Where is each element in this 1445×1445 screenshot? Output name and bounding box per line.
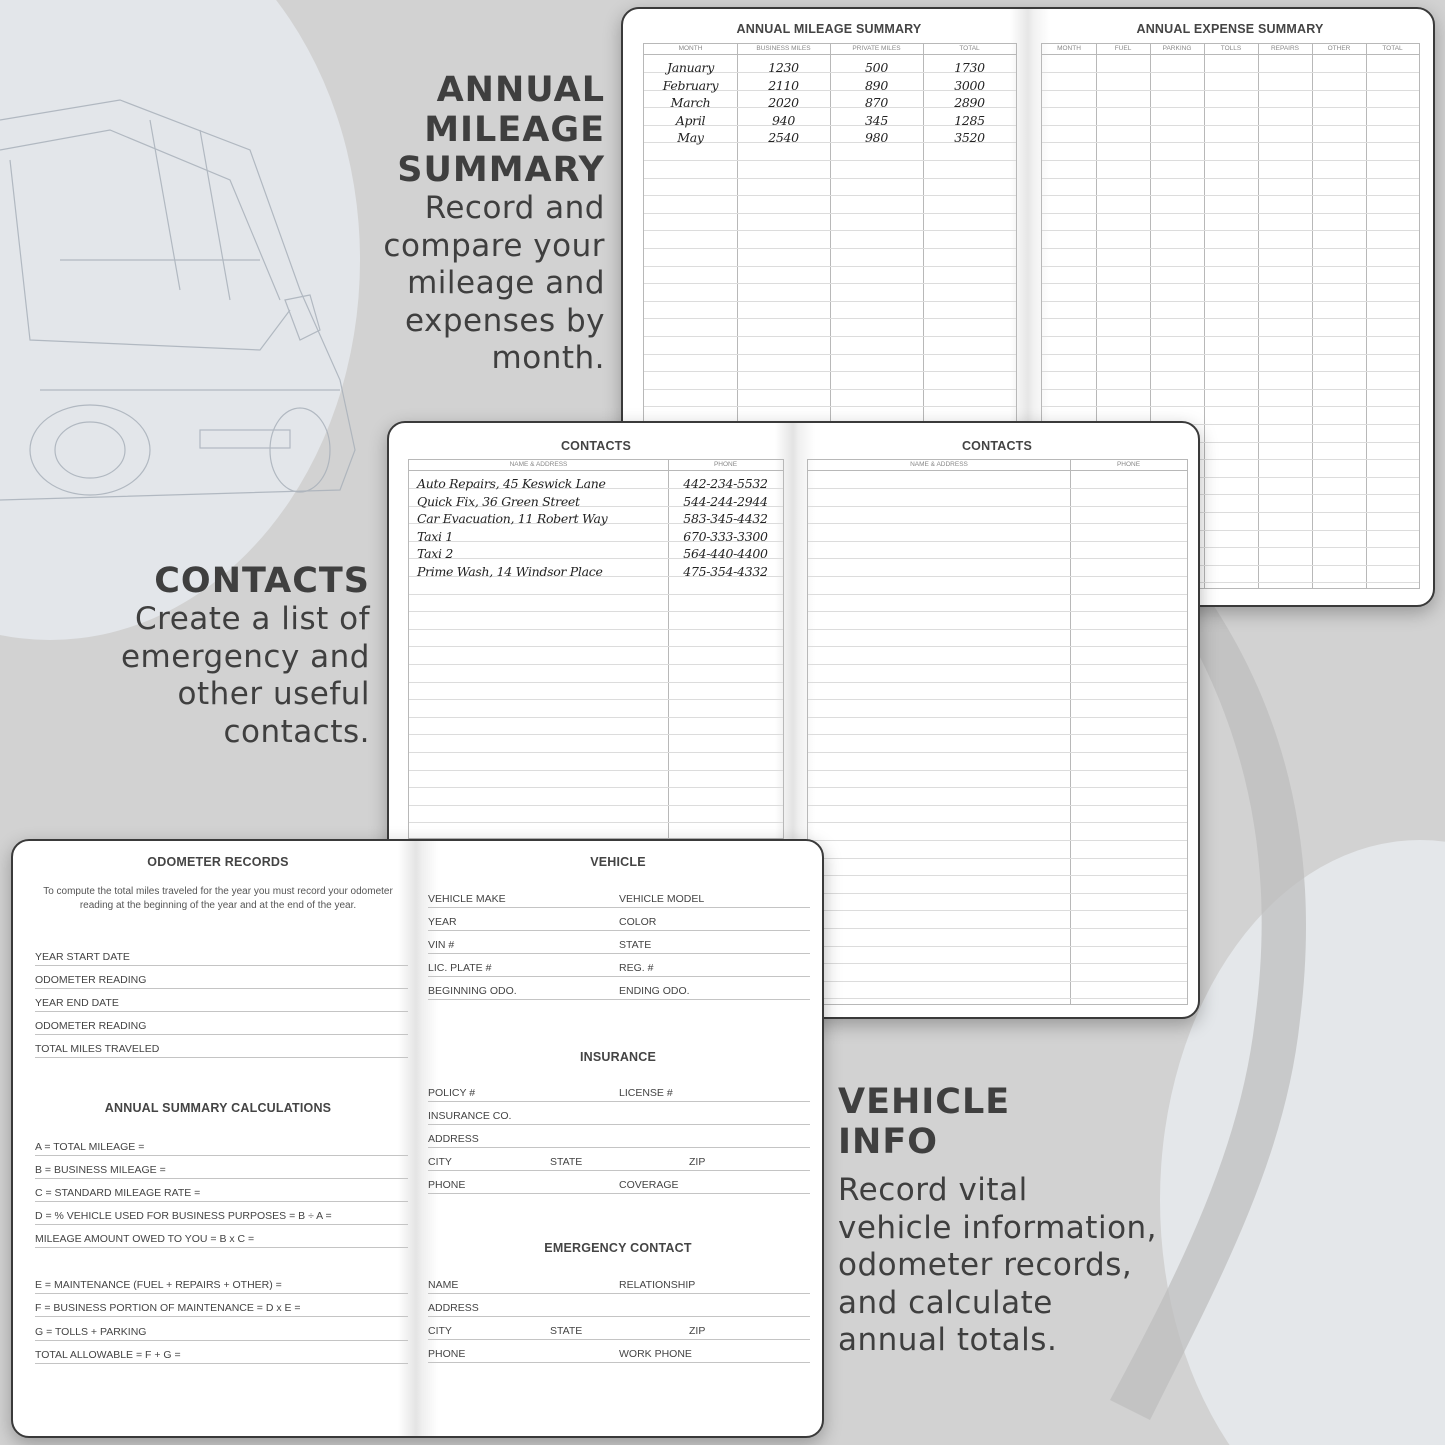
row-line	[808, 734, 1187, 735]
column-header: PARKING	[1162, 45, 1192, 52]
contacts-right-table	[807, 459, 1188, 1005]
form-field-label: WORK PHONE	[619, 1348, 692, 1360]
form-field-label: B = BUSINESS MILEAGE =	[35, 1164, 166, 1176]
row-line	[808, 752, 1187, 753]
mileage-cell: 1230	[768, 60, 799, 75]
row-line	[644, 318, 1016, 319]
row-line	[808, 717, 1187, 718]
row-line	[808, 998, 1187, 999]
row-line	[808, 893, 1187, 894]
column-header: PHONE	[713, 461, 738, 468]
form-field-label: VEHICLE MAKE	[428, 893, 506, 905]
row-line	[644, 230, 1016, 231]
row-line	[644, 354, 1016, 355]
row-line	[808, 682, 1187, 683]
form-field-label: ENDING ODO.	[619, 985, 690, 997]
row-line	[1042, 142, 1419, 143]
row-line	[808, 928, 1187, 929]
caption-contacts	[60, 561, 370, 751]
row-line	[1042, 336, 1419, 337]
row-line	[644, 371, 1016, 372]
mileage-cell: 870	[865, 95, 888, 111]
expense-summary-title: ANNUAL EXPENSE SUMMARY	[1136, 22, 1324, 36]
form-field-label: ODOMETER READING	[35, 974, 147, 986]
form-field-line[interactable]	[428, 930, 810, 931]
row-line	[808, 611, 1187, 612]
mileage-cell: 2020	[768, 95, 799, 111]
row-line	[808, 488, 1187, 489]
row-line	[808, 910, 1187, 911]
contact-name-cell: Auto Repairs, 45 Keswick Lane	[417, 476, 606, 491]
form-field-label: PHONE	[428, 1179, 466, 1191]
form-field-line[interactable]	[35, 1178, 408, 1179]
row-line	[644, 336, 1016, 337]
emergency-contact-title: EMERGENCY CONTACT	[544, 1241, 692, 1255]
form-field-line[interactable]	[35, 1155, 408, 1156]
row-line	[644, 406, 1016, 407]
contacts-left-header	[409, 460, 783, 471]
form-field-label: VEHICLE MODEL	[619, 893, 705, 905]
form-field-label: YEAR	[428, 916, 457, 928]
contact-name-cell: Prime Wash, 14 Windsor Place	[417, 564, 603, 579]
mileage-cell: January	[667, 60, 714, 75]
form-field-line[interactable]	[428, 953, 810, 954]
mileage-cell: 1730	[954, 60, 985, 75]
row-line	[808, 822, 1187, 823]
form-field-label: INSURANCE CO.	[428, 1110, 512, 1122]
insurance-title: INSURANCE	[579, 1050, 657, 1064]
row-line	[1042, 125, 1419, 126]
form-field-line[interactable]	[428, 976, 810, 977]
contacts-right-title: CONTACTS	[961, 439, 1033, 453]
row-line	[1042, 195, 1419, 196]
row-line	[644, 178, 1016, 179]
mileage-summary-title: ANNUAL MILEAGE SUMMARY	[736, 22, 922, 36]
row-line	[644, 301, 1016, 302]
form-field-line[interactable]	[428, 1124, 810, 1125]
caption-mileage-body: Record and compare your mileage and expenses by month.	[383, 190, 605, 376]
expense-table-header	[1042, 44, 1419, 55]
form-field-label: ZIP	[689, 1325, 706, 1337]
contacts-left-table	[408, 459, 784, 839]
annual-calculations-title: ANNUAL SUMMARY CALCULATIONS	[104, 1101, 332, 1115]
mileage-cell: April	[675, 112, 706, 128]
row-line	[808, 858, 1187, 859]
row-line	[1042, 178, 1419, 179]
row-line	[1042, 406, 1419, 407]
row-line	[1042, 230, 1419, 231]
form-field-label: ADDRESS	[428, 1133, 479, 1145]
mileage-cell: 345	[865, 112, 888, 128]
form-field-label: COVERAGE	[619, 1179, 679, 1191]
column-header: NAME & ADDRESS	[509, 461, 568, 468]
row-line	[409, 646, 783, 647]
mileage-summary-table	[643, 43, 1017, 423]
row-line	[644, 283, 1016, 284]
mileage-cell: 890	[865, 77, 888, 93]
row-line	[808, 646, 1187, 647]
row-line	[808, 699, 1187, 700]
mileage-cell: 3000	[954, 77, 985, 93]
row-line	[409, 822, 783, 823]
contact-phone-cell: 564-440-4400	[683, 546, 768, 562]
row-line	[1042, 213, 1419, 214]
form-field-line[interactable]	[35, 1201, 408, 1202]
form-field-line[interactable]	[35, 1247, 408, 1248]
form-field-label: F = BUSINESS PORTION OF MAINTENANCE = D x E =	[35, 1302, 301, 1315]
form-field-label: CITY	[428, 1325, 452, 1337]
row-line	[644, 160, 1016, 161]
form-field-line[interactable]	[35, 1363, 408, 1364]
row-line	[409, 611, 783, 612]
form-field-line[interactable]	[35, 1011, 408, 1012]
contact-name-cell: Quick Fix, 36 Green Street	[417, 493, 580, 509]
row-line	[644, 266, 1016, 267]
form-field-line[interactable]	[428, 999, 810, 1000]
row-line	[644, 213, 1016, 214]
row-line	[1042, 389, 1419, 390]
contact-phone-cell: 583-345-4432	[683, 511, 768, 527]
column-header: TOTAL	[1382, 45, 1403, 52]
form-field-label: PHONE	[428, 1348, 466, 1360]
form-field-label: BEGINNING ODO.	[428, 985, 517, 997]
form-field-line[interactable]	[428, 1170, 810, 1171]
form-field-label: LICENSE #	[619, 1087, 673, 1099]
vehicle-title: VEHICLE	[590, 855, 646, 869]
row-line	[1042, 90, 1419, 91]
form-field-label: LIC. PLATE #	[428, 962, 492, 974]
column-header: REPAIRS	[1270, 45, 1300, 52]
form-field-label: MILEAGE AMOUNT OWED TO YOU = B x C =	[35, 1233, 255, 1245]
form-field-label: NAME	[428, 1279, 459, 1291]
form-field-label: COLOR	[619, 916, 657, 928]
form-field-line[interactable]	[428, 1293, 810, 1294]
row-line	[409, 699, 783, 700]
caption-mileage	[330, 70, 605, 378]
mileage-cell: May	[677, 130, 704, 146]
mileage-cell: March	[670, 95, 711, 111]
row-line	[808, 523, 1187, 524]
row-line	[409, 594, 783, 595]
form-field-line[interactable]	[428, 1101, 810, 1102]
form-field-line[interactable]	[428, 1147, 810, 1148]
mileage-cell: 3520	[954, 130, 985, 146]
row-line	[808, 840, 1187, 841]
row-line	[808, 664, 1187, 665]
contact-phone-cell: 670-333-3300	[683, 528, 768, 544]
row-line	[808, 558, 1187, 559]
odometer-records-title: ODOMETER RECORDS	[147, 855, 289, 869]
caption-vehicle-heading: VEHICLE INFO	[838, 1082, 1011, 1162]
row-line	[409, 787, 783, 788]
form-field-label: TOTAL MILES TRAVELED	[35, 1043, 160, 1055]
caption-vehicle	[838, 1082, 1218, 1360]
form-field-label: G = TOLLS + PARKING	[35, 1325, 147, 1338]
form-field-label: POLICY #	[428, 1087, 476, 1099]
row-line	[409, 805, 783, 806]
vehicle-info-book	[11, 839, 824, 1438]
row-line	[409, 629, 783, 630]
column-header: TOLLS	[1220, 45, 1242, 52]
row-line	[409, 752, 783, 753]
contact-phone-cell: 544-244-2944	[683, 493, 768, 509]
mileage-cell: 940	[772, 112, 795, 128]
form-field-label: RELATIONSHIP	[619, 1279, 696, 1291]
row-line	[409, 717, 783, 718]
mileage-cell: 2540	[768, 130, 799, 146]
mileage-cell: 1285	[954, 112, 985, 128]
row-line	[808, 963, 1187, 964]
row-line	[409, 770, 783, 771]
mileage-cell: 500	[865, 60, 888, 75]
form-field-line[interactable]	[428, 1362, 810, 1363]
row-line	[808, 576, 1187, 577]
form-field-line[interactable]	[35, 1293, 408, 1294]
van-sketch-icon	[0, 90, 370, 510]
form-field-line[interactable]	[428, 907, 810, 908]
contacts-left-title: CONTACTS	[560, 439, 632, 453]
form-field-label: STATE	[550, 1156, 583, 1168]
row-line	[644, 389, 1016, 390]
row-line	[1042, 248, 1419, 249]
caption-contacts-heading: CONTACTS	[154, 561, 370, 601]
form-field-label: YEAR END DATE	[35, 997, 119, 1009]
column-header: OTHER	[1327, 45, 1351, 52]
form-field-label: C = STANDARD MILEAGE RATE =	[35, 1187, 201, 1199]
form-field-line[interactable]	[428, 1193, 810, 1194]
form-field-label: ZIP	[689, 1156, 706, 1168]
row-line	[1042, 301, 1419, 302]
caption-contacts-body: Create a list of emergency and other useful contacts.	[120, 601, 370, 750]
odometer-intro: To compute the total miles traveled for the year you must record your odometer reading at the beginning of the year and at the end of the year.	[43, 886, 393, 911]
row-line	[1042, 72, 1419, 73]
form-field-line[interactable]	[35, 1340, 408, 1341]
row-line	[1042, 354, 1419, 355]
column-header: PHONE	[1116, 461, 1141, 468]
row-line	[808, 541, 1187, 542]
form-field-line[interactable]	[35, 1057, 408, 1058]
row-line	[409, 664, 783, 665]
row-line	[409, 682, 783, 683]
column-header: MONTH	[678, 45, 703, 52]
row-line	[808, 787, 1187, 788]
form-field-line[interactable]	[35, 1316, 408, 1317]
row-line	[808, 770, 1187, 771]
row-line	[1042, 283, 1419, 284]
caption-vehicle-body: Record vital vehicle information, odometer records, and calculate annual totals.	[838, 1172, 1158, 1358]
row-line	[1042, 318, 1419, 319]
contact-phone-cell: 442-234-5532	[683, 476, 768, 491]
contact-name-cell: Car Evacuation, 11 Robert Way	[417, 511, 608, 527]
row-line	[808, 875, 1187, 876]
column-header: PRIVATE MILES	[852, 45, 901, 52]
contact-phone-cell: 475-354-4332	[683, 564, 768, 579]
row-line	[808, 594, 1187, 595]
contact-name-cell: Taxi 1	[417, 528, 453, 544]
form-field-label: REG. #	[619, 962, 654, 974]
form-field-label: CITY	[428, 1156, 452, 1168]
row-line	[1042, 160, 1419, 161]
contacts-right-header	[808, 460, 1187, 471]
form-field-label: ADDRESS	[428, 1302, 479, 1314]
row-line	[808, 629, 1187, 630]
row-line	[409, 734, 783, 735]
row-line	[808, 805, 1187, 806]
row-line	[1042, 371, 1419, 372]
form-field-label: STATE	[619, 939, 652, 951]
row-line	[808, 981, 1187, 982]
form-field-line[interactable]	[35, 988, 408, 989]
mileage-cell: February	[662, 77, 719, 93]
row-line	[808, 946, 1187, 947]
form-field-line[interactable]	[428, 1316, 810, 1317]
form-field-label: D = % VEHICLE USED FOR BUSINESS PURPOSES = B ÷ A =	[35, 1210, 332, 1222]
column-header: FUEL	[1114, 45, 1132, 52]
row-line	[644, 195, 1016, 196]
form-field-line[interactable]	[428, 1339, 810, 1340]
mileage-cell: 980	[865, 130, 888, 146]
form-field-line[interactable]	[35, 965, 408, 966]
form-field-label: A = TOTAL MILEAGE =	[35, 1141, 145, 1153]
column-header: TOTAL	[959, 45, 980, 52]
mileage-cell: 2110	[768, 77, 799, 93]
form-field-line[interactable]	[35, 1034, 408, 1035]
mileage-cell: 2890	[954, 95, 985, 111]
row-line	[1042, 266, 1419, 267]
form-field-label: TOTAL ALLOWABLE = F + G =	[35, 1348, 181, 1361]
column-header: NAME & ADDRESS	[910, 461, 968, 468]
form-field-label: YEAR START DATE	[35, 951, 130, 963]
form-field-label: STATE	[550, 1325, 583, 1337]
form-field-label: VIN #	[428, 939, 455, 951]
row-line	[1042, 107, 1419, 108]
column-header: MONTH	[1057, 45, 1081, 52]
column-header: BUSINESS MILES	[756, 45, 811, 52]
row-line	[808, 506, 1187, 507]
row-line	[644, 248, 1016, 249]
caption-mileage-heading: ANNUAL MILEAGE SUMMARY	[397, 70, 605, 190]
form-field-line[interactable]	[35, 1224, 408, 1225]
form-field-label: E = MAINTENANCE (FUEL + REPAIRS + OTHER) =	[35, 1279, 282, 1291]
contact-name-cell: Taxi 2	[417, 546, 453, 562]
form-field-label: ODOMETER READING	[35, 1020, 147, 1032]
